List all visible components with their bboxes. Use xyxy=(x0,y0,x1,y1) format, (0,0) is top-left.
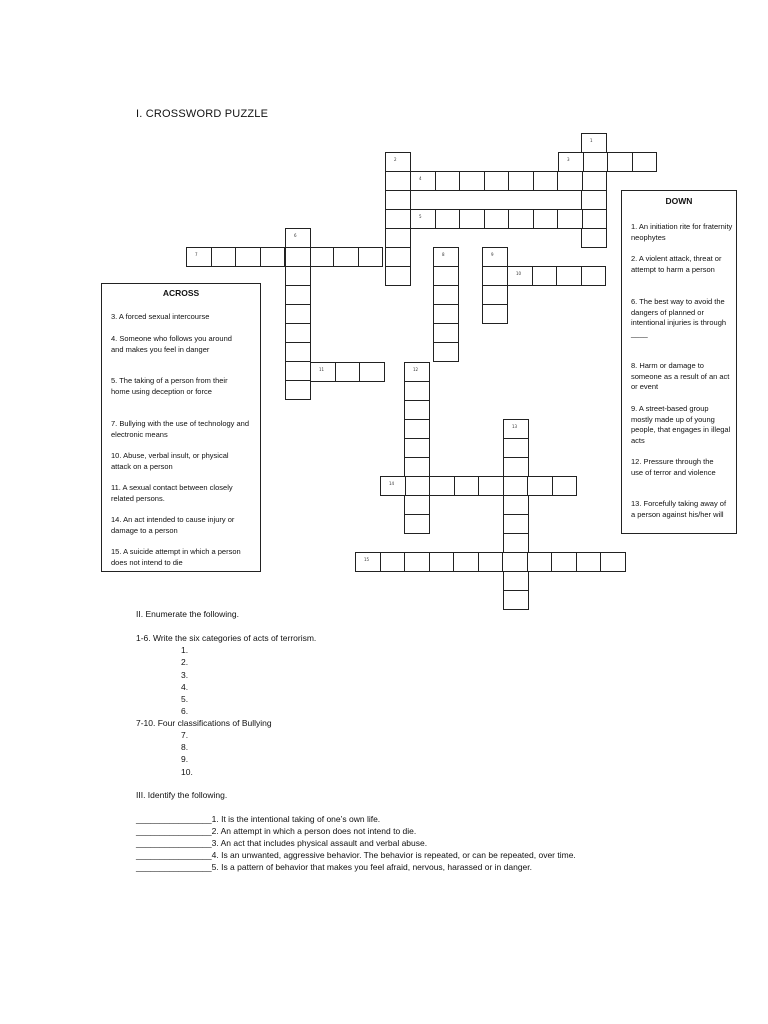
crossword-cell[interactable] xyxy=(433,285,459,305)
crossword-cell[interactable] xyxy=(557,209,583,229)
crossword-cell[interactable] xyxy=(404,362,430,382)
crossword-cell[interactable] xyxy=(358,247,384,267)
down-clue-box xyxy=(621,190,737,534)
crossword-cell[interactable] xyxy=(533,171,559,191)
crossword-cell[interactable] xyxy=(429,476,455,496)
crossword-cell[interactable] xyxy=(404,400,430,420)
crossword-cell[interactable] xyxy=(552,476,578,496)
crossword-cell[interactable] xyxy=(508,171,534,191)
section2-heading: II. Enumerate the following. xyxy=(136,609,240,619)
crossword-cell[interactable] xyxy=(503,438,529,458)
down-clue-9: 9. A street-based group mostly made up of young people, that engages in illegal acts xyxy=(631,404,731,445)
crossword-cell[interactable] xyxy=(632,152,658,172)
crossword-cell[interactable] xyxy=(503,476,529,496)
down-clue-12: 12. Pressure through the use of terror and violence xyxy=(631,457,716,477)
crossword-cell[interactable] xyxy=(478,476,504,496)
clue-number-12: 12 xyxy=(413,367,419,372)
crossword-cell[interactable] xyxy=(502,552,528,572)
crossword-cell[interactable] xyxy=(433,247,459,267)
across-clue-box xyxy=(101,283,261,572)
crossword-cell[interactable] xyxy=(503,514,529,534)
crossword-cell[interactable] xyxy=(454,476,480,496)
identify-item-1: ________________1. It is the intentional taking of one’s own life. xyxy=(136,814,381,824)
crossword-cell[interactable] xyxy=(404,552,430,572)
across-clue-15: 15. A suicide attempt in which a person does not intend to die xyxy=(111,547,241,567)
crossword-cell[interactable] xyxy=(581,171,607,191)
crossword-cell[interactable] xyxy=(285,285,311,305)
crossword-cell[interactable] xyxy=(527,476,553,496)
crossword-cell[interactable] xyxy=(404,381,430,401)
crossword-cell[interactable] xyxy=(285,266,311,286)
crossword-cell[interactable] xyxy=(405,476,431,496)
crossword-cell[interactable] xyxy=(433,304,459,324)
down-clue-13: 13. Forcefully taking away of a person against his/her will xyxy=(631,499,727,519)
crossword-cell[interactable] xyxy=(607,152,633,172)
crossword-cell[interactable] xyxy=(385,190,411,210)
crossword-cell[interactable] xyxy=(433,266,459,286)
crossword-cell[interactable] xyxy=(532,266,558,286)
crossword-cell[interactable] xyxy=(335,362,361,382)
enum-item-2: 2. xyxy=(181,657,189,667)
crossword-cell[interactable] xyxy=(558,152,584,172)
clue-number-14: 14 xyxy=(389,481,395,486)
crossword-cell[interactable] xyxy=(576,552,602,572)
crossword-cell[interactable] xyxy=(235,247,261,267)
enum-item-9: 9. xyxy=(181,754,189,764)
crossword-cell[interactable] xyxy=(285,304,311,324)
crossword-cell[interactable] xyxy=(410,209,436,229)
across-clue-10: 10. Abuse, verbal insult, or physical attack on a person xyxy=(111,451,229,471)
identify-item-2: ________________2. An attempt in which a person does not intend to die. xyxy=(136,826,417,836)
identify-item-3: ________________3. An act that includes physical assault and verbal abuse. xyxy=(136,838,428,848)
identify-item-4: ________________4. Is an unwanted, aggressive behavior. The behavior is repeated, or can be repeated, over time. xyxy=(136,850,576,860)
down-clue-6: 6. The best way to avoid the dangers of planned or intentional injuries is through ____ xyxy=(631,297,727,338)
crossword-cell[interactable] xyxy=(435,209,461,229)
crossword-cell[interactable] xyxy=(533,209,559,229)
crossword-cell[interactable] xyxy=(459,171,485,191)
down-clue-1: 1. An initiation rite for fraternity neophytes xyxy=(631,222,733,242)
clue-number-11: 11 xyxy=(319,367,325,372)
clue-number-9: 9 xyxy=(491,252,494,257)
clue-number-15: 15 xyxy=(364,557,370,562)
enum-item-5: 5. xyxy=(181,694,189,704)
enum-item-3: 3. xyxy=(181,670,189,680)
across-clue-11: 11. A sexual contact between closely related persons. xyxy=(111,483,233,503)
crossword-cell[interactable] xyxy=(503,495,529,515)
crossword-cell[interactable] xyxy=(285,228,311,248)
enum-item-7: 7. xyxy=(181,730,189,740)
across-clue-14: 14. An act intended to cause injury or damage to a person xyxy=(111,515,235,535)
page-title: I. CROSSWORD PUZZLE xyxy=(136,108,269,120)
crossword-cell[interactable] xyxy=(285,361,311,381)
crossword-cell[interactable] xyxy=(385,152,411,172)
crossword-cell[interactable] xyxy=(285,323,311,343)
down-clue-2: 2. A violent attack, threat or attempt to harm a person xyxy=(631,254,722,274)
crossword-cell[interactable] xyxy=(285,342,311,362)
crossword-cell[interactable] xyxy=(410,171,436,191)
crossword-cell[interactable] xyxy=(583,152,609,172)
crossword-cell[interactable] xyxy=(355,552,381,572)
crossword-cell[interactable] xyxy=(310,362,336,382)
crossword-cell[interactable] xyxy=(333,247,359,267)
crossword-cell[interactable] xyxy=(285,247,311,267)
crossword-cell[interactable] xyxy=(385,209,411,229)
section3-heading: III. Identify the following. xyxy=(136,790,228,800)
crossword-cell[interactable] xyxy=(557,171,583,191)
crossword-cell[interactable] xyxy=(484,171,510,191)
crossword-cell[interactable] xyxy=(581,228,607,248)
down-heading: DOWN xyxy=(665,196,693,206)
crossword-cell[interactable] xyxy=(503,571,529,591)
crossword-cell[interactable] xyxy=(482,285,508,305)
clue-number-4: 4 xyxy=(419,176,422,181)
clue-number-7: 7 xyxy=(195,252,198,257)
crossword-cell[interactable] xyxy=(482,247,508,267)
across-heading: ACROSS xyxy=(162,288,200,298)
crossword-cell[interactable] xyxy=(433,323,459,343)
enum-item-10: 10. xyxy=(181,767,193,777)
crossword-cell[interactable] xyxy=(385,171,411,191)
enum-item-4: 4. xyxy=(181,682,189,692)
crossword-cell[interactable] xyxy=(211,247,237,267)
across-clue-5: 5. The taking of a person from their home using deception or force xyxy=(111,376,228,396)
crossword-cell[interactable] xyxy=(433,342,459,362)
crossword-cell[interactable] xyxy=(600,552,626,572)
crossword-cell[interactable] xyxy=(503,533,529,553)
crossword-cell[interactable] xyxy=(459,209,485,229)
crossword-cell[interactable] xyxy=(359,362,385,382)
clue-number-10: 10 xyxy=(516,271,522,276)
crossword-cell[interactable] xyxy=(186,247,212,267)
crossword-cell[interactable] xyxy=(503,590,529,610)
crossword-cell[interactable] xyxy=(482,266,508,286)
crossword-cell[interactable] xyxy=(380,476,406,496)
crossword-cell[interactable] xyxy=(503,457,529,477)
crossword-cell[interactable] xyxy=(556,266,582,286)
clue-number-8: 8 xyxy=(442,252,445,257)
crossword-cell[interactable] xyxy=(285,380,311,400)
crossword-cell[interactable] xyxy=(404,457,430,477)
crossword-cell[interactable] xyxy=(503,419,529,439)
crossword-cell[interactable] xyxy=(380,552,406,572)
crossword-cell[interactable] xyxy=(484,209,510,229)
crossword-cell[interactable] xyxy=(404,438,430,458)
crossword-cell[interactable] xyxy=(453,552,479,572)
crossword-cell[interactable] xyxy=(508,209,534,229)
enum-item-6: 6. xyxy=(181,706,189,716)
across-clue-4: 4. Someone who follows you around and makes you feel in danger xyxy=(111,334,232,354)
across-clue-7: 7. Bullying with the use of technology and electronic means xyxy=(111,419,250,439)
section2-question2: 7-10. Four classifications of Bullying xyxy=(136,718,272,728)
crossword-cell[interactable] xyxy=(309,247,335,267)
crossword-cell[interactable] xyxy=(478,552,504,572)
clue-number-1: 1 xyxy=(590,138,593,143)
crossword-cell[interactable] xyxy=(581,209,607,229)
clue-number-6: 6 xyxy=(294,233,297,238)
crossword-cell[interactable] xyxy=(507,266,533,286)
clue-number-13: 13 xyxy=(512,424,518,429)
across-clue-3: 3. A forced sexual intercourse xyxy=(111,312,210,321)
crossword-cell[interactable] xyxy=(581,266,607,286)
identify-item-5: ________________5. Is a pattern of behavior that makes you feel afraid, nervous, harassed or in danger. xyxy=(136,862,532,872)
enum-item-1: 1. xyxy=(181,645,189,655)
crossword-cell[interactable] xyxy=(385,266,411,286)
crossword-cell[interactable] xyxy=(551,552,577,572)
crossword-cell[interactable] xyxy=(435,171,461,191)
crossword-cell[interactable] xyxy=(385,228,411,248)
crossword-cell[interactable] xyxy=(581,190,607,210)
clue-number-5: 5 xyxy=(419,214,422,219)
crossword-cell[interactable] xyxy=(404,495,430,515)
crossword-cell[interactable] xyxy=(482,304,508,324)
crossword-cell[interactable] xyxy=(581,133,607,153)
section2-question1: 1-6. Write the six categories of acts of terrorism. xyxy=(136,633,317,643)
crossword-cell[interactable] xyxy=(527,552,553,572)
clue-number-2: 2 xyxy=(394,157,397,162)
crossword-cell[interactable] xyxy=(429,552,455,572)
down-clue-8: 8. Harm or damage to someone as a result of an act or event xyxy=(631,361,730,391)
crossword-cell[interactable] xyxy=(404,419,430,439)
crossword-cell[interactable] xyxy=(260,247,286,267)
clue-number-3: 3 xyxy=(567,157,570,162)
crossword-cell[interactable] xyxy=(385,247,411,267)
enum-item-8: 8. xyxy=(181,742,189,752)
crossword-cell[interactable] xyxy=(404,514,430,534)
